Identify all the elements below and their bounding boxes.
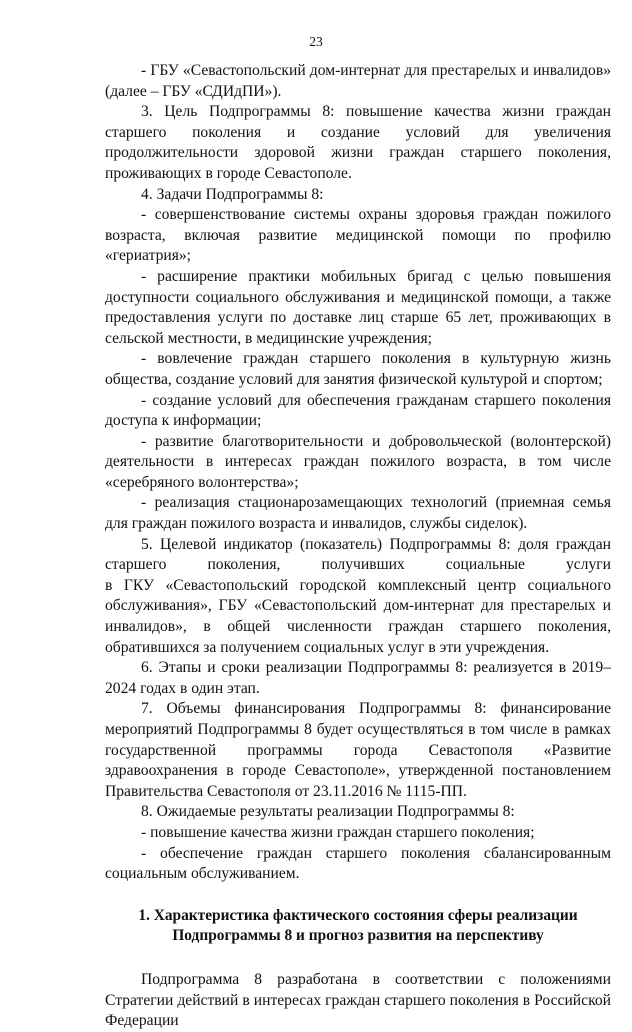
section-heading-line-2: Подпрограммы 8 и прогноз развития на перспективу bbox=[172, 927, 544, 945]
page-number: 23 bbox=[309, 34, 323, 49]
section-heading bbox=[105, 906, 611, 947]
result-item-balanced-service: - обеспечение граждан старшего поколения сбалансированным социальным обслуживанием. bbox=[105, 844, 611, 883]
task-item-culture-sport: - вовлечение граждан старшего поколения в культурную жизнь общества, создание условий для занятия физической культурой и спортом; bbox=[105, 350, 611, 388]
paragraph-financing: 7. Объемы финансирования Подпрограммы 8: финансирование мероприятий Подпрограммы 8 будет осуществляться в том числе в рамках государственной программы города Севастополя «Развитие здравоохранения в городе Севастополе», утвержденной постановлением Правительства Севастополя от 23.11.2016 № 1115-ПП. bbox=[105, 700, 611, 800]
task-item-mobile-brigades: - расширение практики мобильных бригад с целью повышения доступности социального обслуживания и медицинской помощи, а также предоставления услуги по доставке лиц старше 65 лет, проживающих в сельской местности, в медицинские учреждения; bbox=[105, 267, 611, 347]
paragraph-gbu-sdidpi: - ГБУ «Севастопольский дом-интернат для престарелых и инвалидов» (далее – ГБУ «СДИдПИ»). bbox=[105, 62, 611, 100]
paragraph-stages-terms: 6. Этапы и сроки реализации Подпрограммы 8: реализуется в 2019–2024 годах в один этап. bbox=[105, 659, 611, 697]
paragraph-expected-results: 8. Ожидаемые результаты реализации Подпрограммы 8: bbox=[141, 803, 515, 821]
task-item-volunteering: - развитие благотворительности и добровольческой (волонтерской) деятельности в интересах граждан пожилого возраста, в том числе «серебряного волонтерства»; bbox=[105, 432, 611, 491]
paragraph-indicator-continued: в ГКУ «Севастопольский городской комплексный центр социального обслуживания», ГБУ «Севастопольский дом-интернат для престарелых и инвалидов», в общей численности граждан старшего поколения, обратившихся за получением социальных услуг в эти учреждения. bbox=[105, 576, 611, 656]
section-heading-line-1: 1. Характеристика фактического состояния сферы реализации bbox=[138, 906, 578, 924]
paragraph-goal: 3. Цель Подпрограммы 8: повышение качества жизни граждан старшего поколения и создание условий для увеличения продолжительности здоровой жизни граждан старшего поколения, проживающих в городе Севастополе. bbox=[105, 103, 611, 182]
paragraph-tasks-header: 4. Задачи Подпрограммы 8: bbox=[141, 185, 324, 203]
task-item-information-access: - создание условий для обеспечения гражданам старшего поколения доступа к информации; bbox=[105, 391, 611, 430]
paragraph-indicator-start: 5. Целевой индикатор (показатель) Подпрограммы 8: доля граждан старшего поколения, получивших социальные услуги bbox=[105, 535, 611, 574]
task-item-stationary-replacement: - реализация стационарозамещающих технологий (приемная семья для граждан пожилого возраста и инвалидов, службы сиделок). bbox=[105, 494, 611, 533]
task-item-healthcare: - совершенствование системы охраны здоровья граждан пожилого возраста, включая развитие медицинской помощи по профилю «гериатрия»; bbox=[105, 206, 611, 265]
paragraph-closing: Подпрограмма 8 разработана в соответствии с положениями Стратегии действий в интересах граждан старшего поколения в Российской Федерации bbox=[105, 970, 611, 1030]
result-item-quality-of-life: - повышение качества жизни граждан старшего поколения; bbox=[141, 823, 535, 841]
document-body bbox=[105, 61, 611, 1032]
